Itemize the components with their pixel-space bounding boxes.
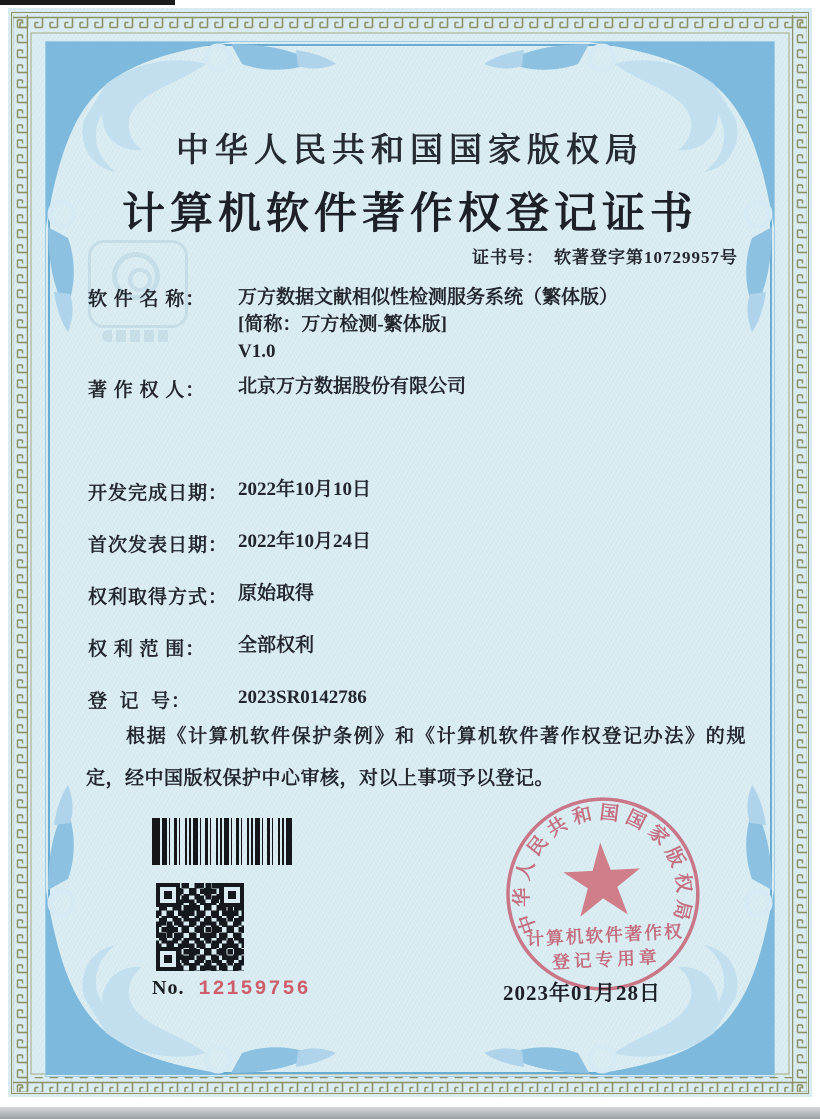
field-value: 北京万方数据股份有限公司 <box>238 376 467 397</box>
field-row-rights-scope <box>88 634 770 661</box>
software-name-line3: V1.0 <box>238 341 276 362</box>
issuer-title: 中华人民共和国国家版权局 <box>176 133 644 169</box>
qr-finder-icon <box>156 883 180 907</box>
scan-artifact <box>0 0 175 5</box>
field-label: 首次发表日期： <box>88 535 229 556</box>
scan-shadow <box>0 1107 820 1119</box>
software-name-line1: 万方数据文献相似性检测服务系统（繁体版） <box>238 287 619 308</box>
meander-top <box>13 15 807 30</box>
serial-number-value: 12159756 <box>198 978 311 1001</box>
seal-line2: 登记专用章 <box>551 946 662 973</box>
meander-right <box>792 15 807 1092</box>
field-label: 开发完成日期： <box>88 483 229 504</box>
field-value <box>238 284 770 365</box>
registration-statement: 根据《计算机软件保护条例》和《计算机软件著作权登记办法》的规定，经中国版权保护中心审核，对以上事项予以登记。 <box>86 726 746 789</box>
seal-line1: 计算机软件著作权 <box>525 921 685 950</box>
meander-bottom <box>13 1077 807 1092</box>
qr-code-image <box>156 883 244 971</box>
software-name-line2: [简称：万方检测-繁体版] <box>238 314 447 335</box>
field-label: 登 记 号： <box>88 691 192 712</box>
star-icon <box>562 841 642 918</box>
field-label: 权利取得方式： <box>88 587 229 608</box>
field-label: 软 件 名 称： <box>88 289 206 310</box>
field-value: 2022年10月10日 <box>238 479 372 500</box>
field-value: 全部权利 <box>238 635 315 656</box>
field-label: 著 作 权 人： <box>88 380 206 401</box>
field-value: 原始取得 <box>238 583 315 604</box>
field-row-registration-number <box>88 686 770 713</box>
serial-number-label: No. <box>152 977 185 999</box>
certificate-title: 计算机软件著作权登记证书 <box>122 191 698 238</box>
registration-seal <box>492 785 715 1008</box>
certificate-number-value: 软著登字第10729957号 <box>554 248 738 267</box>
issue-date: 2023年01月28日 <box>503 981 661 1005</box>
certificate-number-line <box>472 243 738 268</box>
meander-left <box>13 15 28 1092</box>
serial-number-line <box>152 977 310 1001</box>
field-row-software-name <box>88 284 770 365</box>
barcode-image <box>152 818 292 865</box>
qr-finder-icon <box>220 883 244 907</box>
certificate-number-label: 证书号： <box>472 248 544 267</box>
seal-ring-text: 中华人民共和国国家版权局 <box>512 802 695 937</box>
qr-finder-icon <box>156 947 180 971</box>
field-row-dev-complete-date <box>88 478 770 505</box>
field-row-first-publish-date <box>88 530 770 557</box>
field-value: 2023SR0142786 <box>238 687 367 708</box>
field-row-copyright-owner <box>88 375 770 402</box>
field-label: 权 利 范 围： <box>88 639 206 660</box>
field-row-rights-acquisition <box>88 582 770 609</box>
field-value: 2022年10月24日 <box>238 531 372 552</box>
